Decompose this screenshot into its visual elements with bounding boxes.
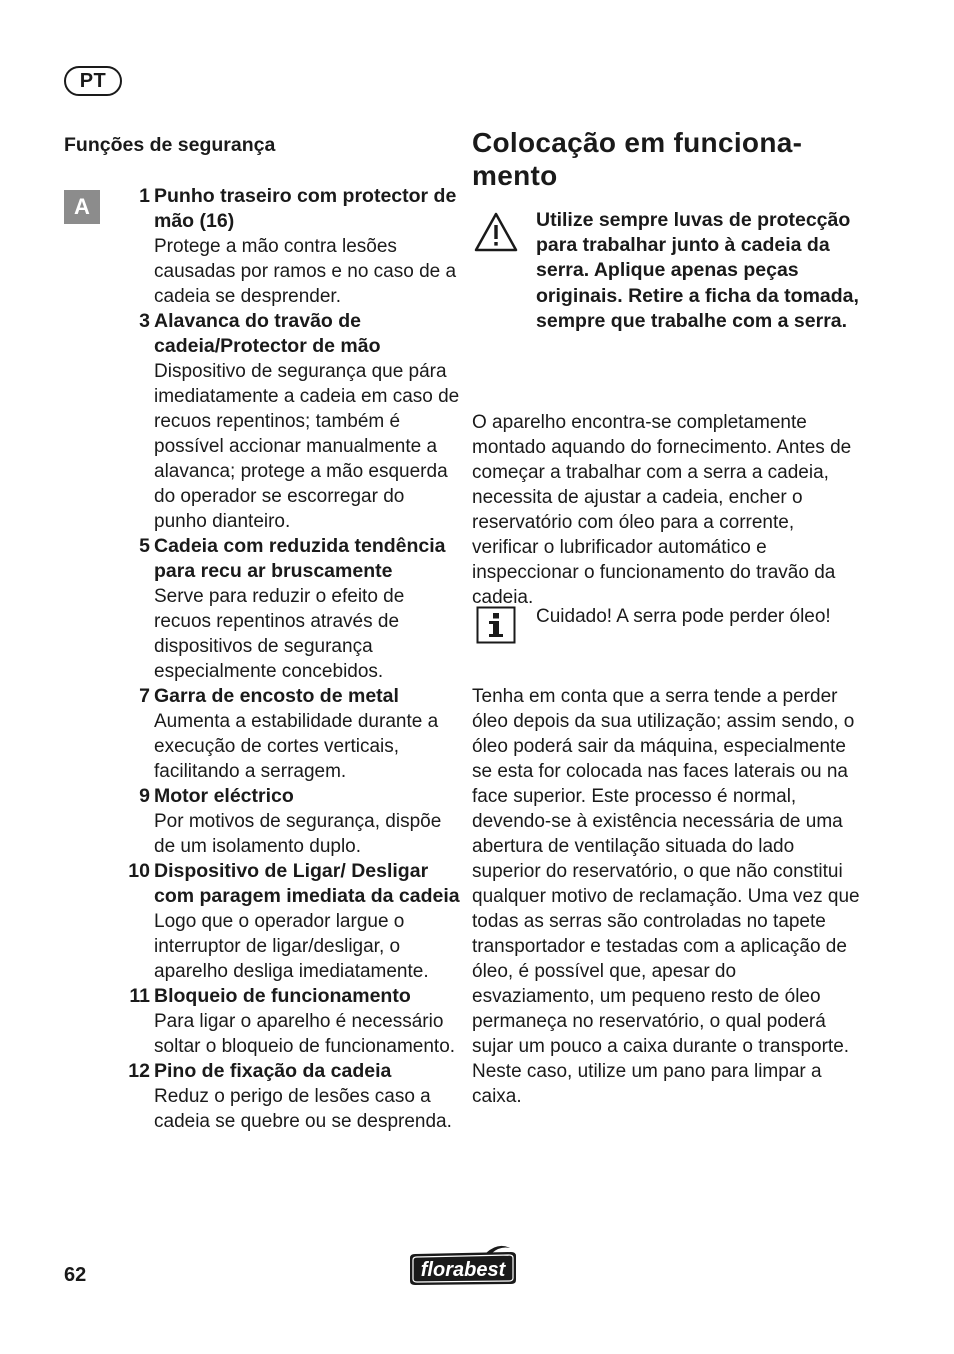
- item-number: 1: [139, 185, 150, 207]
- intro-paragraph: O aparelho encontra-se completamente montado aquando do fornecimento. Antes de começar a trabalhar com a serra a cadeia, necessita de ajustar a cadeia, encher o reservatório com óleo para a corrente, verificar o lubrificador automático e inspeccionar o funcionamento do travão da cadeia.: [472, 412, 852, 608]
- item-number: 12: [128, 1060, 150, 1082]
- list-item: [120, 534, 460, 684]
- item-number: 11: [129, 985, 150, 1007]
- list-item: [120, 309, 460, 534]
- list-item: [120, 984, 460, 1059]
- warning-triangle-icon: [474, 212, 518, 252]
- info-icon: [476, 606, 516, 644]
- item-title: Bloqueio de funcionamento: [154, 985, 411, 1007]
- language-badge: [64, 66, 122, 96]
- item-description: Protege a mão contra lesões causadas por ramos e no caso de a cadeia se desprender.: [154, 236, 457, 307]
- list-item: [120, 684, 460, 784]
- item-number: 3: [139, 310, 150, 332]
- page-number: 62: [64, 1264, 87, 1286]
- safety-functions-section: [64, 130, 460, 1132]
- info-text: Cuidado! A serra pode perder óleo!: [536, 606, 831, 627]
- item-description: Reduz o perigo de lesões caso a cadeia se quebre ou se desprenda.: [154, 1086, 452, 1132]
- item-description: Por motivos de segurança, dispõe de um isolamento duplo.: [154, 811, 442, 857]
- item-title: Motor eléctrico: [154, 785, 294, 807]
- warning-text: Utilize sempre luvas de protecção para trabalhar junto à cadeia da serra. Aplique apenas peças originais. Retire a ficha da tomada, sempre que trabalhe com a serra.: [536, 209, 859, 332]
- item-number: 9: [139, 785, 150, 807]
- list-item: [120, 184, 460, 309]
- item-description: Aumenta a estabilidade durante a execução de cortes verticais, facilitando a serragem.: [154, 711, 439, 782]
- item-title: Cadeia com reduzida tendência para recu ar bruscamente: [154, 535, 446, 582]
- item-title: Punho traseiro com protector de mão (16): [154, 185, 457, 232]
- list-item: [120, 784, 460, 859]
- section-heading: Funções de segurança: [64, 134, 276, 156]
- item-title: Garra de encosto de metal: [154, 685, 399, 707]
- item-description: Serve para reduzir o efeito de recuos repentinos através de dispositivos de segurança especialmente concebidos.: [154, 586, 405, 682]
- startup-section: [472, 126, 862, 1107]
- brand-logo: [406, 1244, 520, 1290]
- brand-wordmark: florabest: [420, 1259, 506, 1281]
- page-title: Colocação em funciona- mento: [472, 127, 803, 191]
- figure-reference-badge: [64, 190, 100, 224]
- warning-block: [472, 208, 862, 334]
- item-description: Logo que o operador largue o interruptor de ligar/desligar, o aparelho desliga imediatamente.: [154, 911, 429, 982]
- item-title: Alavanca do travão de cadeia/Protector de mão: [154, 310, 381, 357]
- item-number: 5: [139, 535, 150, 557]
- item-number: 7: [139, 685, 150, 707]
- item-title: Dispositivo de Ligar/ Desligar com paragem imediata da cadeia: [154, 860, 460, 907]
- feature-list: [120, 184, 460, 1134]
- list-item: [120, 859, 460, 984]
- language-code: PT: [79, 69, 107, 92]
- detail-paragraph: Tenha em conta que a serra tende a perder óleo depois da sua utilização; assim sendo, o óleo poderá sair da máquina, especialmente se esta for colocada nas faces laterais ou na face superior. Este processo é normal, devendo-se à existência necessária de uma abertura de ventilação situada do lado superior do reservatório, o que não constitui qualquer motivo de reclamação. Uma vez que todas as serras são controladas no tapete transportador e testadas com a aplicação de óleo, é possível que, apesar do esvaziamento, um pequeno resto de óleo permaneça no reservatório, o qual poderá sujar um pouco a caixa durante o transporte. Neste caso, utilize um pano para limpar a caixa.: [472, 686, 860, 1107]
- figure-reference-label: A: [74, 194, 90, 219]
- item-description: Para ligar o aparelho é necessário soltar o bloqueio de funcionamento.: [154, 1011, 456, 1057]
- item-description: Dispositivo de segurança que pára imediatamente a cadeia em caso de recuos repentinos; também é possível accionar manualmente a alavanca; protege a mão esquerda do operador se escorregar do punho dianteiro.: [154, 361, 460, 532]
- info-block: [472, 604, 862, 629]
- list-item: [120, 1059, 460, 1134]
- item-title: Pino de fixação da cadeia: [154, 1060, 392, 1082]
- item-number: 10: [128, 860, 150, 882]
